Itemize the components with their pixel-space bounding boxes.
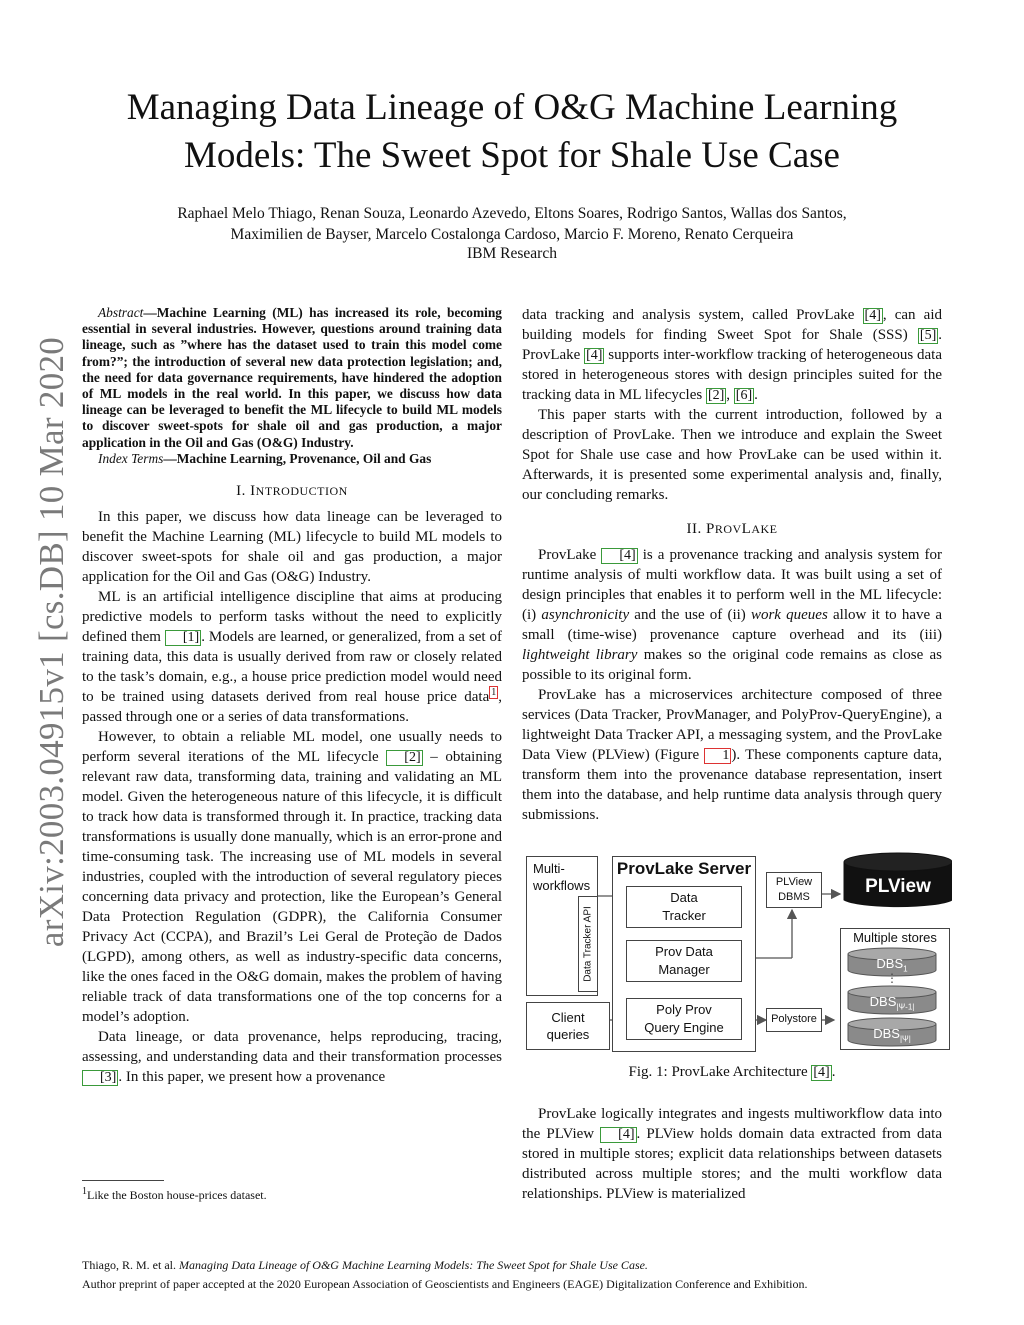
right-paragraph-4: ProvLake has a microservices architecture composed of three services (Data Tracker, ProvManager, and PolyProv-QueryEngine), a lightweight Data Tracker API, a messaging system, and the ProvLake Data View (PLView) (Figure 1 ). These components capture data, transform them into the provenance database representation, insert them into the database, and help runtime data analysis through query submissions. xyxy=(522,687,942,823)
author-list xyxy=(60,203,964,245)
footnote-link[interactable]: 1 xyxy=(491,687,497,699)
plview-dbms-box xyxy=(766,872,822,908)
prov-data-manager-box xyxy=(626,940,742,982)
intro-paragraph-3: However, to obtain a reliable ML model, one usually needs to perform several iterations of the ML lifecycle [2] – obtaining relevant raw data, transforming data, training and validating an ML model. Given the heterogeneous nature of this lifecycle, it is difficult to track how data is transformed through it. In practice, tracking data transformations is usually done manually, which is an error-prone and time-consuming task. The increasing use of ML models in several industries, coupled with the introduction of several regulatory pieces concerning data privacy and protection, like the European’s General Data Protection Regulation (GDPR), the California Consumer Privacy Act (CCPA), and Brazil’s Lei Geral de Proteção de Dados (LGPD), among others, as well as industry-specific data concerns, like the ones faced in the O&G domain, makes the problem of having reliable track of data transformations one of the top concerns for a model’s adoption. xyxy=(82,729,502,1026)
citation-link[interactable]: [6] xyxy=(735,388,753,403)
preprint-notice: Author preprint of paper accepted at the 2020 European Association of Geoscientists and Engineers (EAGE) Digitalization Conference and Exhibition. xyxy=(82,1277,808,1291)
citation-link[interactable]: [4] xyxy=(601,548,637,564)
figure-provlake-architecture xyxy=(522,852,952,1056)
citation-link[interactable]: [2] xyxy=(386,750,422,766)
index-terms-label: Index Terms xyxy=(98,450,164,466)
citation-footer: Thiago, R. M. et al. Managing Data Lineage of O&G Machine Learning Models: The Sweet Spot for Shale Use Case. xyxy=(82,1258,648,1272)
paper-title xyxy=(0,84,1024,180)
prov-data-manager-label: Prov Data Manager xyxy=(655,944,713,977)
provlake-server-title: ProvLake Server xyxy=(616,859,752,878)
affiliation: IBM Research xyxy=(467,245,557,262)
data-tracker-api-box xyxy=(578,896,598,992)
multiple-stores-label: Multiple stores xyxy=(853,930,937,945)
plview-label: PLView xyxy=(865,876,931,897)
title-line-2: Models: The Sweet Spot for Shale Use Case xyxy=(184,135,840,176)
plview-dbms-label: PLView DBMS xyxy=(775,876,813,903)
dbs-ellipsis: ⋮ xyxy=(886,971,898,985)
figure-caption: Fig. 1: ProvLake Architecture [4] . xyxy=(628,1064,836,1080)
data-tracker-api-label: Data Tracker API xyxy=(582,906,594,982)
right-paragraph-1: data tracking and analysis system, called ProvLake [4] , can aid building models for finding Sweet Spot for Shale (SSS) [5] . ProvLake [4] supports inter-workflow tracking of heterogeneous data stored in heterogeneous stores with design principles suited for the tracking data in ML lifecycles [2] , [6] . xyxy=(522,307,942,403)
intro-paragraph-4: Data lineage, or data provenance, helps reproducing, tracing, assessing, and understanding data and their transformation processes [3] . In this paper, we present how a provenance xyxy=(82,1029,502,1086)
citation-link[interactable]: [2] xyxy=(707,388,725,403)
right-column xyxy=(522,305,942,825)
right-paragraph-3: ProvLake [4] is a provenance tracking and analysis system for runtime analysis of multi workflow data. It was built using a set of design principles that enables it to perform well in the ML lifecycle: (i) asynchronicity and the use of (ii) work queues allow it to have a small (time-wise) provenance capture overhead and its (iii) lightweight library makes so the original code remains as close as possible to its original form. xyxy=(522,547,943,683)
citation-link[interactable]: [3] xyxy=(82,1070,118,1086)
citation-link[interactable]: [4] xyxy=(600,1127,636,1143)
right-paragraph-2: This paper starts with the current introduction, followed by a description of ProvLake. Then we introduce and explain the Sweet Spot for Shale use case and how ProvLake can be used within it. Afterwards, it is presented some experimental analysis and, finally, our concluding remarks. xyxy=(522,407,942,503)
data-tracker-box xyxy=(626,886,742,928)
client-queries-label: Client queries xyxy=(546,1010,590,1042)
citation-link[interactable]: [4] xyxy=(864,308,881,323)
footnote-rule xyxy=(82,1180,164,1181)
section-heading-introduction: I. INTRODUCTION xyxy=(236,483,348,500)
poly-prov-box xyxy=(626,998,742,1040)
abstract xyxy=(82,305,502,451)
dbs-psi-minus-1-label: $DBS_{|\Psi-1|}$ xyxy=(869,994,915,1012)
intro-paragraph-2: ML is an artificial intelligence discipline that aims at producing predictive models to perform tasks without the need to explicitly defined them [1] . Models are learned, or generalized, from a set of training data, this data is usually derived from raw or closely related to the task’s domain, e.g., a house price prediction model would need to be trained using datasets derived from real house price data $^1$ , passed through one or a series of data transformations. xyxy=(82,589,502,726)
citation-link[interactable]: [1] xyxy=(165,630,201,646)
citation-link[interactable]: [4] xyxy=(813,1065,830,1080)
abstract-text: —Machine Learning (ML) has increased its role, becoming essential in several industries. However, questions around training data lineage, such as ”where has the dataset used to train this model come from?”; the introduction of several new data protection legislation; and, the need for data governance requirements, have hindered the adoption of ML models in the real world. In this paper, we discuss how data lineage can be leveraged to benefit the ML lifecycle to build ML models to discover sweet-spots for shale oil and gas production, a major application in the Oil and Gas (O&G) Industry. xyxy=(82,305,502,450)
abstract-label: Abstract xyxy=(98,305,144,320)
citation-link[interactable]: [5] xyxy=(919,328,937,343)
index-terms xyxy=(82,451,502,467)
client-queries-box xyxy=(526,1002,610,1050)
footnote: $^1$Like the Boston house-prices dataset. xyxy=(82,1186,267,1202)
multi-workflows-label: Multi- workflows xyxy=(533,861,591,893)
index-terms-text: —Machine Learning, Provenance, Oil and Gas xyxy=(163,450,432,466)
arxiv-stamp: arXiv:2003.04915v1 [cs.DB] 10 Mar 2020 xyxy=(32,336,71,948)
right-column-continued xyxy=(522,1104,942,1204)
title-line-1: Managing Data Lineage of O&G Machine Learning xyxy=(126,87,898,128)
right-paragraph-5: ProvLake logically integrates and ingests multiworkflow data into the PLView [4] . PLView holds domain data extracted from data stored in multiple stores; explicit data relationships between datasets distributed across multiple stores; and the multi workflow data relationships. PLView is materialized xyxy=(522,1106,942,1202)
section-heading-provlake: II. PROVLAKE xyxy=(686,521,778,537)
dbs-psi-label: $DBS_{|\Psi|}$ xyxy=(873,1026,911,1044)
polystore-label: Polystore xyxy=(771,1013,817,1025)
authors-line-1: Raphael Melo Thiago, Renan Souza, Leonardo Azevedo, Eltons Soares, Rodrigo Santos, Wallas dos Santos, xyxy=(177,205,847,222)
figure-link[interactable]: 1 xyxy=(704,748,731,764)
left-column xyxy=(82,305,502,1087)
authors-line-2: Maximilien de Bayser, Marcelo Costalonga Cardoso, Marcio F. Moreno, Renato Cerqueira xyxy=(230,226,794,243)
polystore-box xyxy=(766,1008,822,1032)
dbs-1-label: $DBS_1$ xyxy=(876,956,908,974)
intro-paragraph-1: In this paper, we discuss how data lineage can be leveraged to benefit the Machine Learning (ML) lifecycle to build ML models to discover sweet-spots for shale oil and gas production, a major application for the Oil and Gas (O&G) Industry. xyxy=(82,509,502,586)
data-tracker-label: Data Tracker xyxy=(662,890,706,923)
poly-prov-label: Poly Prov Query Engine xyxy=(644,1002,724,1035)
citation-link[interactable]: [4] xyxy=(586,348,603,363)
